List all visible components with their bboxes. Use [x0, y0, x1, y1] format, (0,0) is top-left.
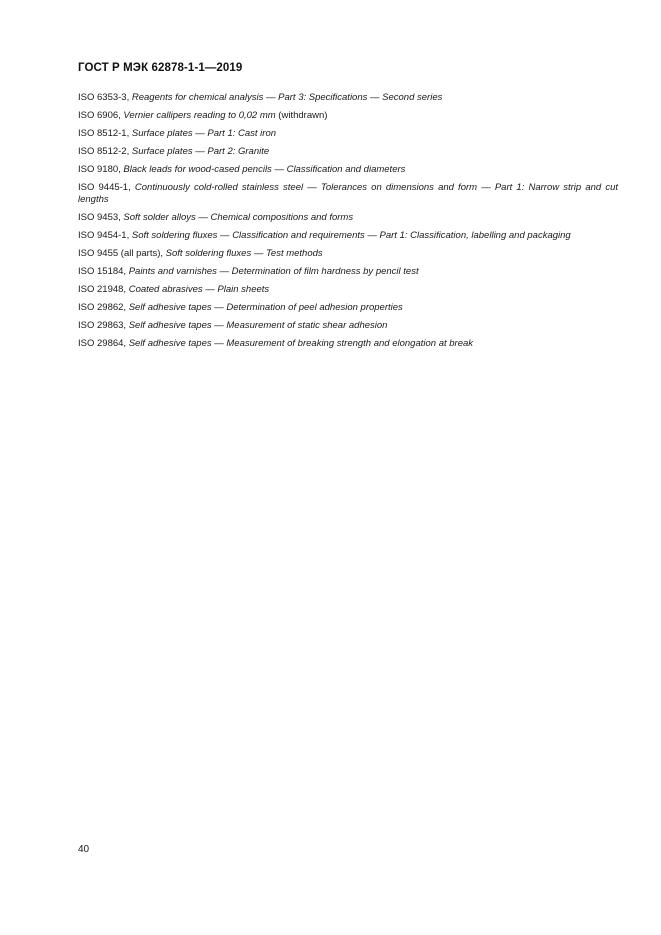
reference-number: ISO 9445-1	[78, 182, 129, 193]
reference-title: Surface plates — Part 2: Granite	[131, 146, 270, 157]
reference-number: ISO 9453	[78, 212, 119, 223]
reference-item	[78, 302, 618, 314]
reference-item	[78, 182, 618, 206]
reference-item	[78, 248, 618, 260]
reference-separator: ,	[118, 164, 124, 175]
reference-number: ISO 8512-2	[78, 146, 127, 157]
reference-number: ISO 6353-3	[78, 92, 127, 103]
reference-title: Self adhesive tapes — Measurement of breaking strength and elongation at break	[128, 338, 474, 349]
reference-item	[78, 338, 618, 350]
reference-item	[78, 92, 618, 104]
reference-number: ISO 29862	[78, 302, 124, 313]
reference-note: (withdrawn)	[275, 110, 328, 121]
reference-separator: ,	[118, 110, 124, 121]
reference-separator: ,	[126, 230, 132, 241]
reference-item	[78, 230, 618, 242]
reference-title: Vernier callipers reading to 0,02 mm	[123, 110, 276, 121]
reference-number: ISO 9454-1	[78, 230, 127, 241]
reference-item	[78, 284, 618, 296]
reference-item	[78, 266, 618, 278]
reference-item	[78, 128, 618, 140]
reference-separator: ,	[126, 128, 132, 139]
reference-separator: ,	[123, 302, 129, 313]
bibliography-list	[78, 92, 618, 356]
reference-separator: ,	[128, 182, 135, 193]
reference-number: ISO 21948	[78, 284, 124, 295]
page-number: 40	[78, 844, 90, 855]
reference-title: Soft soldering fluxes — Classification and requirements — Part 1: Classification, labelling and packaging	[131, 230, 571, 241]
reference-title: Coated abrasives — Plain sheets	[128, 284, 270, 295]
reference-separator: ,	[126, 92, 132, 103]
reference-title: Soft soldering fluxes — Test methods	[165, 248, 323, 259]
reference-title: Continuously cold-rolled stainless steel — Tolerances on dimensions and form — Part 1: Narrow strip and cut lengths	[78, 182, 619, 205]
reference-separator: ,	[123, 338, 129, 349]
standard-designation: ГОСТ Р МЭК 62878-1-1—2019	[78, 62, 243, 74]
reference-item	[78, 320, 618, 332]
reference-number: ISO 15184	[78, 266, 124, 277]
reference-item	[78, 164, 618, 176]
reference-item	[78, 146, 618, 158]
reference-separator: ,	[123, 266, 129, 277]
reference-separator: ,	[126, 146, 132, 157]
reference-number: ISO 9455 (all parts)	[78, 248, 161, 259]
reference-number: ISO 29864	[78, 338, 124, 349]
reference-title: Black leads for wood-cased pencils — Classification and diameters	[123, 164, 406, 175]
reference-title: Soft solder alloys — Chemical compositions and forms	[123, 212, 354, 223]
reference-separator: ,	[118, 212, 124, 223]
reference-title: Self adhesive tapes — Measurement of static shear adhesion	[128, 320, 388, 331]
reference-title: Reagents for chemical analysis — Part 3: Specifications — Second series	[131, 92, 443, 103]
reference-separator: ,	[160, 248, 166, 259]
reference-separator: ,	[123, 284, 129, 295]
reference-title: Self adhesive tapes — Determination of peel adhesion properties	[128, 302, 403, 313]
reference-number: ISO 6906	[78, 110, 119, 121]
reference-title: Surface plates — Part 1: Cast iron	[131, 128, 277, 139]
reference-item	[78, 212, 618, 224]
reference-number: ISO 29863	[78, 320, 124, 331]
reference-title: Paints and varnishes — Determination of film hardness by pencil test	[128, 266, 419, 277]
reference-separator: ,	[123, 320, 129, 331]
reference-number: ISO 9180	[78, 164, 119, 175]
reference-item	[78, 110, 618, 122]
reference-number: ISO 8512-1	[78, 128, 127, 139]
